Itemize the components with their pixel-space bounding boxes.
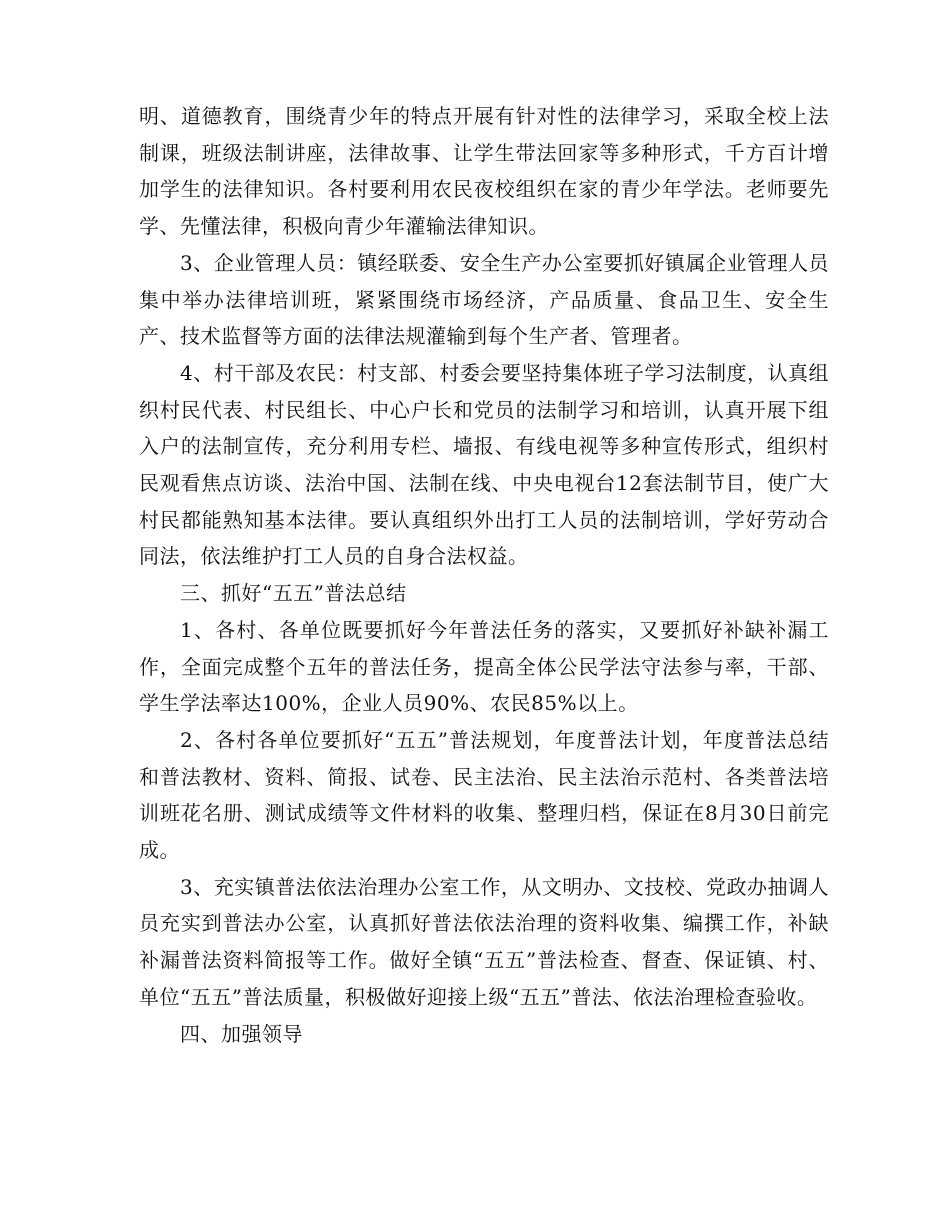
- document-body: [139, 98, 829, 1052]
- section-heading-4: 四、加强领导: [180, 1021, 303, 1046]
- paragraph-continuation: 明、道德教育，围绕青少年的特点开展有针对性的法律学习，采取全校上法制课，班级法制讲座，法律故事、让学生带法回家等多种形式，千方百计增加学生的法律知识。各村要利用农民夜校组织在家的青少年学法。老师要先学、先懂法律，积极向青少年灌输法律知识。: [139, 104, 829, 239]
- paragraph-item-4: 4、村干部及农民：村支部、村委会要坚持集体班子学习法制度，认真组织村民代表、村民组长、中心户长和党员的法制学习和培训，认真开展下组入户的法制宣传，充分利用专栏、墙报、有线电视等多种宣传形式，组织村民观看焦点访谈、法治中国、法制在线、中央电视台12套法制节目，使广大村民都能熟知基本法律。要认真组织外出打工人员的法制培训，学好劳动合同法，依法维护打工人员的自身合法权益。: [139, 360, 829, 569]
- paragraph-summary-1: 1、各村、各单位既要抓好今年普法任务的落实，又要抓好补缺补漏工作，全面完成整个五年的普法任务，提高全体公民学法守法参与率，干部、学生学法率达100%，企业人员90%、农民85%以上。: [139, 617, 829, 716]
- paragraph-summary-2: 2、各村各单位要抓好“五五”普法规划，年度普法计划，年度普法总结和普法教材、资料、简报、试卷、民主法治、民主法治示范村、各类普法培训班花名册、测试成绩等文件材料的收集、整理归档，保证在8月30日前完成。: [139, 727, 829, 863]
- paragraph-summary-3: 3、充实镇普法依法治理办公室工作，从文明办、文技校、党政办抽调人员充实到普法办公室，认真抓好普法依法治理的资料收集、编撰工作，补缺补漏普法资料简报等工作。做好全镇“五五”普法检查、督查、保证镇、村、单位“五五”普法质量，积极做好迎接上级“五五”普法、依法治理检查验收。: [139, 874, 829, 1009]
- paragraph-item-3: 3、企业管理人员：镇经联委、安全生产办公室要抓好镇属企业管理人员集中举办法律培训班，紧紧围绕市场经济，产品质量、食品卫生、安全生产、技术监督等方面的法律法规灌输到每个生产者、管理者。: [139, 250, 829, 349]
- section-heading-3: 三、抓好“五五”普法总结: [180, 581, 407, 606]
